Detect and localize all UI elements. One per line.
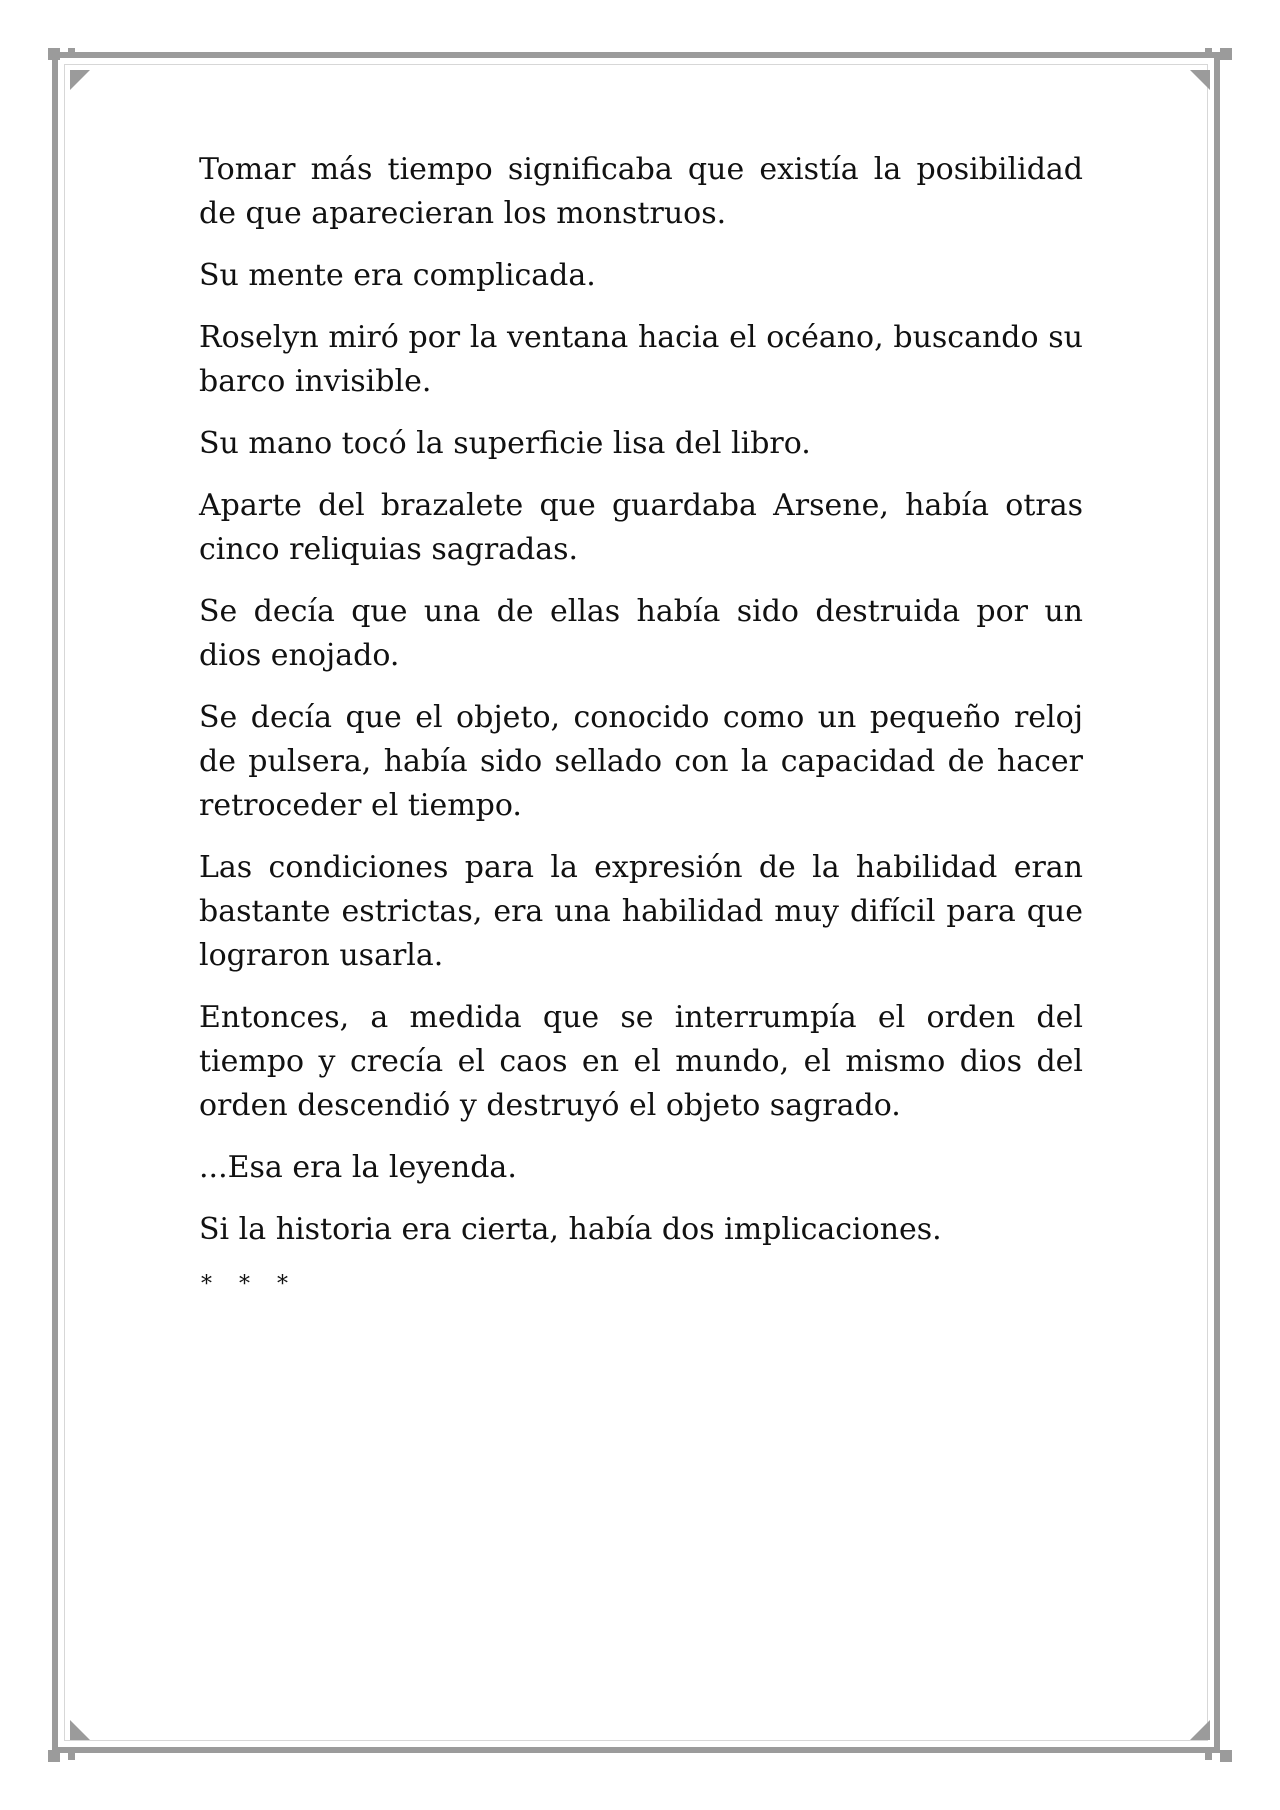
corner-triangle-top-right: [1190, 70, 1210, 90]
paragraph: Su mente era complicada.: [199, 258, 596, 293]
paragraph: Roselyn miró por la ventana hacia el océano, buscando su barco invisible.: [199, 320, 1083, 399]
corner-ornament-top-right-dot: [1205, 48, 1212, 55]
paragraph: Se decía que una de ellas había sido destruida por un dios enojado.: [199, 594, 1083, 673]
corner-triangle-top-left: [70, 70, 90, 90]
corner-ornament-bottom-right-dot: [1205, 1753, 1212, 1760]
corner-triangle-bottom-right: [1190, 1720, 1210, 1740]
corner-triangle-bottom-left: [70, 1720, 90, 1740]
scene-break-separator: * * *: [201, 1272, 298, 1297]
page-body: [199, 148, 1083, 1300]
corner-ornament-top-right: [1220, 48, 1232, 60]
corner-ornament-bottom-right: [1220, 1750, 1232, 1762]
paragraph: Tomar más tiempo significaba que existía la posibilidad de que aparecieran los monstruos.: [199, 152, 1083, 231]
paragraph: Si la historia era cierta, había dos implicaciones.: [199, 1212, 942, 1247]
corner-ornament-top-left: [48, 48, 60, 60]
paragraph: Aparte del brazalete que guardaba Arsene, había otras cinco reliquias sagradas.: [199, 488, 1083, 567]
paragraph: ...Esa era la leyenda.: [199, 1150, 517, 1185]
corner-ornament-bottom-left-dot: [68, 1753, 75, 1760]
corner-ornament-bottom-left: [48, 1750, 60, 1762]
paragraph: Entonces, a medida que se interrumpía el orden del tiempo y crecía el caos en el mundo, el mismo dios del orden descendió y destruyó el objeto sagrado.: [199, 1000, 1083, 1123]
paragraph: Las condiciones para la expresión de la habilidad eran bastante estrictas, era una habilidad muy difícil para que lograron usarla.: [199, 850, 1083, 973]
paragraph: Su mano tocó la superficie lisa del libro.: [199, 426, 811, 461]
paragraph: Se decía que el objeto, conocido como un pequeño reloj de pulsera, había sido sellado con la capacidad de hacer retroceder el tiempo.: [199, 700, 1083, 823]
corner-ornament-top-left-dot: [68, 48, 75, 55]
